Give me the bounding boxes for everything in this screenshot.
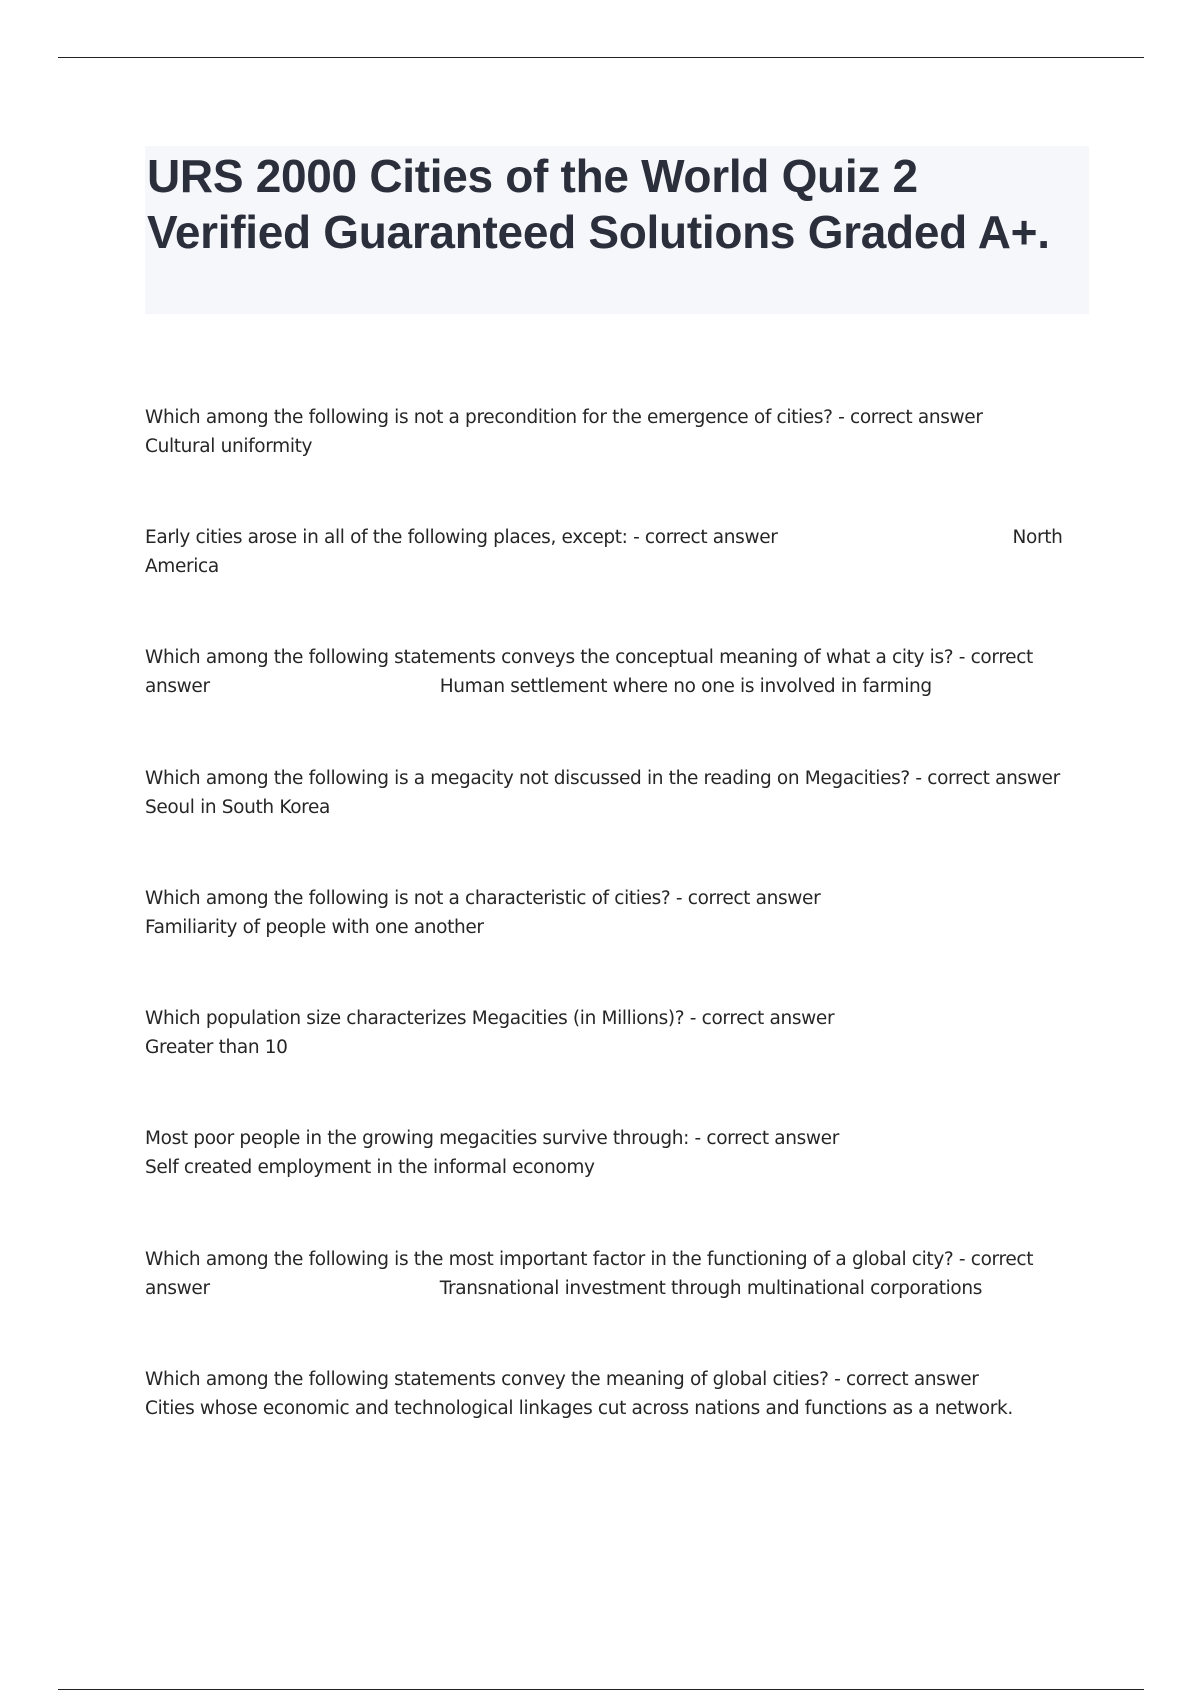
qa-item [145, 1004, 1085, 1062]
answer-text: Self created employment in the informal economy [145, 1157, 595, 1178]
question-text: Which among the following statements convey the meaning of global cities? - correct answer [145, 1369, 979, 1390]
qa-item [145, 1365, 1085, 1423]
qa-item [145, 643, 1085, 701]
answer-text: North [1012, 527, 1063, 548]
answer-text: Human settlement where no one is involved in farming [439, 676, 932, 697]
qa-item [145, 884, 1085, 942]
answer-text: Transnational investment through multinational corporations [439, 1278, 983, 1299]
question-text-continued: answer [145, 1278, 210, 1299]
question-text: Which among the following is not a characteristic of cities? - correct answer [145, 888, 821, 909]
qa-item [145, 1124, 1085, 1182]
qa-item [145, 1245, 1085, 1303]
question-text: Early cities arose in all of the following places, except: - correct answer [145, 527, 778, 548]
answer-text: Greater than 10 [145, 1037, 288, 1058]
question-text: Most poor people in the growing megacities survive through: - correct answer [145, 1128, 839, 1149]
question-text: Which among the following is not a precondition for the emergence of cities? - correct answer [145, 407, 983, 428]
answer-text: Cultural uniformity [145, 436, 313, 457]
answer-text: Familiarity of people with one another [145, 917, 484, 938]
qa-item [145, 764, 1085, 822]
question-text: Which among the following statements conveys the conceptual meaning of what a city is? - correct [145, 647, 1033, 668]
title-banner [145, 146, 1089, 314]
document-title: URS 2000 Cities of the World Quiz 2 Verified Guaranteed Solutions Graded A+. [147, 150, 1050, 258]
question-text: Which population size characterizes Megacities (in Millions)? - correct answer [145, 1008, 835, 1029]
qa-item [145, 523, 1085, 581]
top-rule [58, 57, 1144, 58]
answer-text: Cities whose economic and technological linkages cut across nations and functions as a network. [145, 1398, 1013, 1419]
answer-text: Seoul in South Korea [145, 797, 331, 818]
question-text: Which among the following is the most important factor in the functioning of a global city? - correct [145, 1249, 1034, 1270]
qa-item [145, 403, 1085, 461]
question-text-continued: answer [145, 676, 210, 697]
answer-text-continued: America [145, 556, 219, 577]
question-text: Which among the following is a megacity not discussed in the reading on Megacities? - correct answer [145, 768, 1060, 789]
bottom-rule [58, 1689, 1144, 1690]
